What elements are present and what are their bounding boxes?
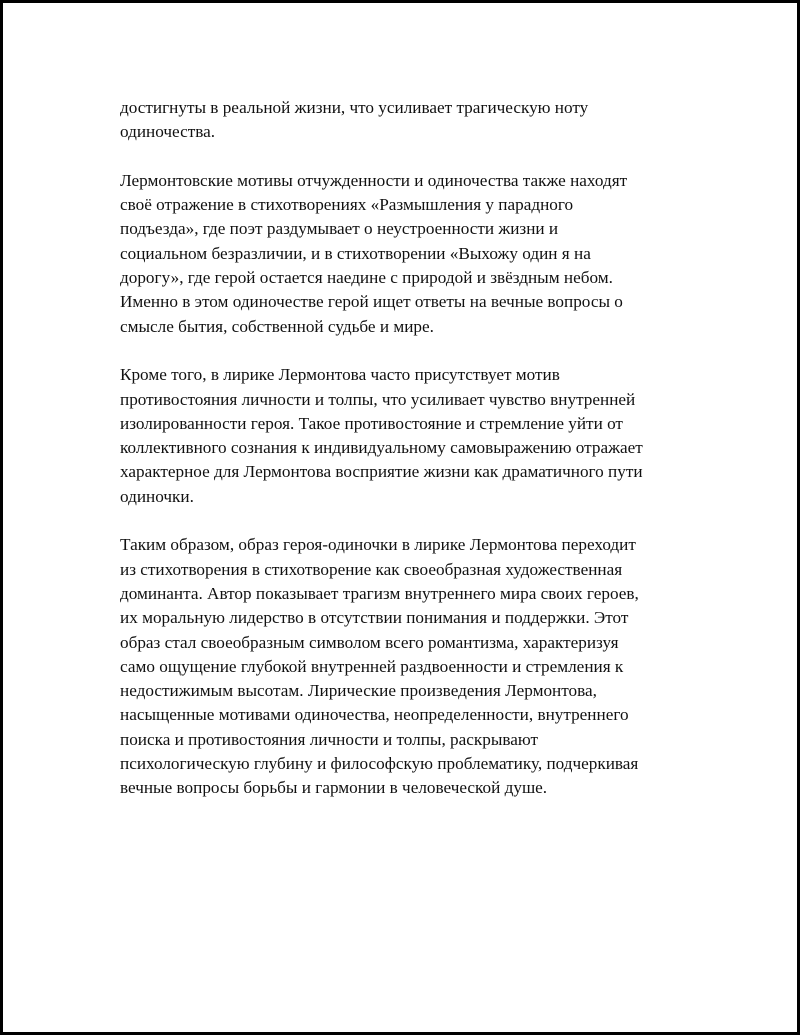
document-body bbox=[120, 96, 700, 825]
paragraph-4: Таким образом, образ героя-одиночки в лирике Лермонтова переходит из стихотворения в стихотворение как своеобразная художественная доминанта. Автор показывает трагизм внутреннего мира своих героев, их моральную лидерство в отсутствии понимания и поддержки. Этот образ стал своеобразным символом всего романтизма, характеризуя само ощущение глубокой внутренней раздвоенности и стремления к недостижимым высотам. Лирические произведения Лермонтова, насыщенные мотивами одиночества, неопределенности, внутреннего поиска и противостояния личности и толпы, раскрывают психологическую глубину и философскую проблематику, подчеркивая вечные вопросы борьбы и гармонии в человеческой душе. bbox=[120, 535, 639, 798]
paragraph-1: достигнуты в реальной жизни, что усиливает трагическую ноту одиночества. bbox=[120, 98, 589, 142]
paragraph-2: Лермонтовские мотивы отчужденности и одиночества также находят своё отражение в стихотворениях «Размышления у парадного подъезда», где поэт раздумывает о неустроенности жизни и социальном безразличии, и в стихотворении «Выхожу один я на дорогу», где герой остается наедине с природой и звёздным небом. Именно в этом одиночестве герой ищет ответы на вечные вопросы о смысле бытия, собственной судьбе и мире. bbox=[120, 170, 628, 336]
paragraph-3: Кроме того, в лирике Лермонтова часто присутствует мотив противостояния личности и толпы, что усиливает чувство внутренней изолированности героя. Такое противостояние и стремление уйти от коллективного сознания к индивидуальному самовыражению отражает характерное для Лермонтова восприятие жизни как драматичного пути одиночки. bbox=[120, 365, 643, 506]
